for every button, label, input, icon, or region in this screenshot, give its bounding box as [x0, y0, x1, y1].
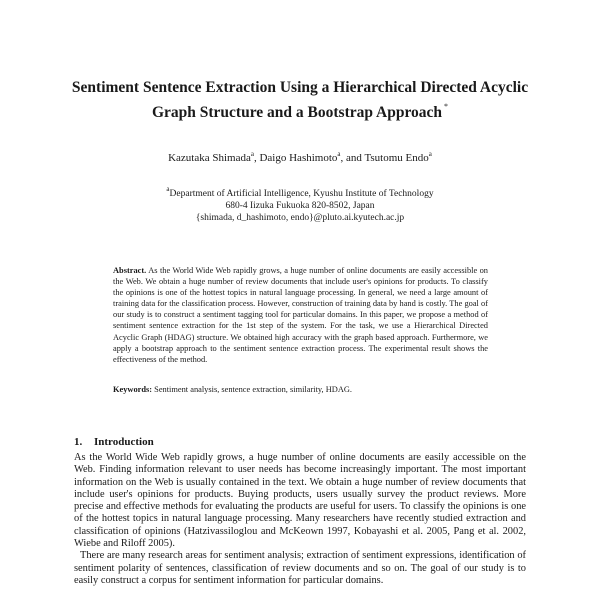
author-list — [60, 150, 540, 164]
affil-email: {shimada, d_hashimoto, endo}@pluto.ai.kyutech.ac.jp — [195, 213, 405, 223]
abstract — [113, 265, 488, 365]
section-heading — [74, 436, 154, 448]
author-separator: , and — [340, 152, 365, 164]
author-name: Daigo Hashimoto — [259, 152, 338, 164]
affil-address: 680-4 Iizuka Fukuoka 820-8502, Japan — [225, 201, 375, 211]
section-title: Introduction — [94, 436, 154, 448]
author-separator: , — [253, 152, 260, 164]
author-name: Tsutomu Endo — [364, 152, 429, 164]
section-body — [74, 452, 526, 587]
affil-mark: a — [166, 185, 170, 193]
affiliation — [60, 183, 540, 224]
abstract-label: Abstract. — [113, 266, 147, 275]
section-number: 1. — [74, 436, 83, 448]
author-affil-mark: a — [250, 150, 254, 158]
keywords — [113, 384, 488, 395]
body-paragraph: There are many research areas for sentiment analysis; extraction of sentiment expressions, identification of sentiment polarity of sentences, classification of review documents and so on. The goal of our study is to easily construct a corpus for sentiment information for particular domains. — [74, 550, 526, 586]
affil-department: Department of Artificial Intelligence, Kyushu Institute of Technology — [169, 189, 434, 199]
abstract-text: As the World Wide Web rapidly grows, a huge number of online documents are easily accessible on the Web. We obtain a huge number of review documents that include user's opinions for products. To classify the opinions is one of the hottest topics in natural language processing. In general, we need a large amount of training data for the classification process. However, construction of training data by hand is costly. The goal of our study is to construct a sentiment tagging tool for particular domains. In this paper, we propose a method of sentiment sentence extraction for the 1st step of the system. For the task, we use a Hierarchical Directed Acyclic Graph (HDAG) structure. We obtained high accuracy with the graph based approach. Furthermore, we apply a bootstrap approach to the sentiment sentence extraction process. The experimental result shows the effectiveness of the method. — [113, 266, 488, 364]
keywords-label: Keywords: — [113, 385, 153, 394]
title-line-1: Sentiment Sentence Extraction Using a Hierarchical Directed Acyclic — [71, 79, 529, 96]
keywords-text: Sentiment analysis, sentence extraction, similarity, HDAG. — [154, 385, 353, 394]
author-affil-mark: a — [428, 150, 432, 158]
title-footnote-mark: * — [444, 102, 449, 111]
title-line-2: Graph Structure and a Bootstrap Approach — [151, 104, 443, 121]
body-paragraph: As the World Wide Web rapidly grows, a huge number of online documents are easily accessible on the Web. Finding information relevant to user needs has become increasingly important. The most important information on the Web is usually contained in the text. We obtain a huge number of review documents that include user's opinions for products. Buying products, users usually survey the product reviews. More precise and effective methods for evaluating the products are useful for users. To classify the opinions is one of the hottest topics in natural language processing. Many researchers have recently studied extraction and classification of opinions (Hatzivassiloglou and McKeown 1997, Kobayashi et al. 2005, Pang et al. 2002, Wiebe and Riloff 2005). — [74, 452, 526, 550]
author-name: Kazutaka Shimada — [168, 152, 251, 164]
paper-title — [60, 78, 540, 122]
author-affil-mark: a — [337, 150, 341, 158]
